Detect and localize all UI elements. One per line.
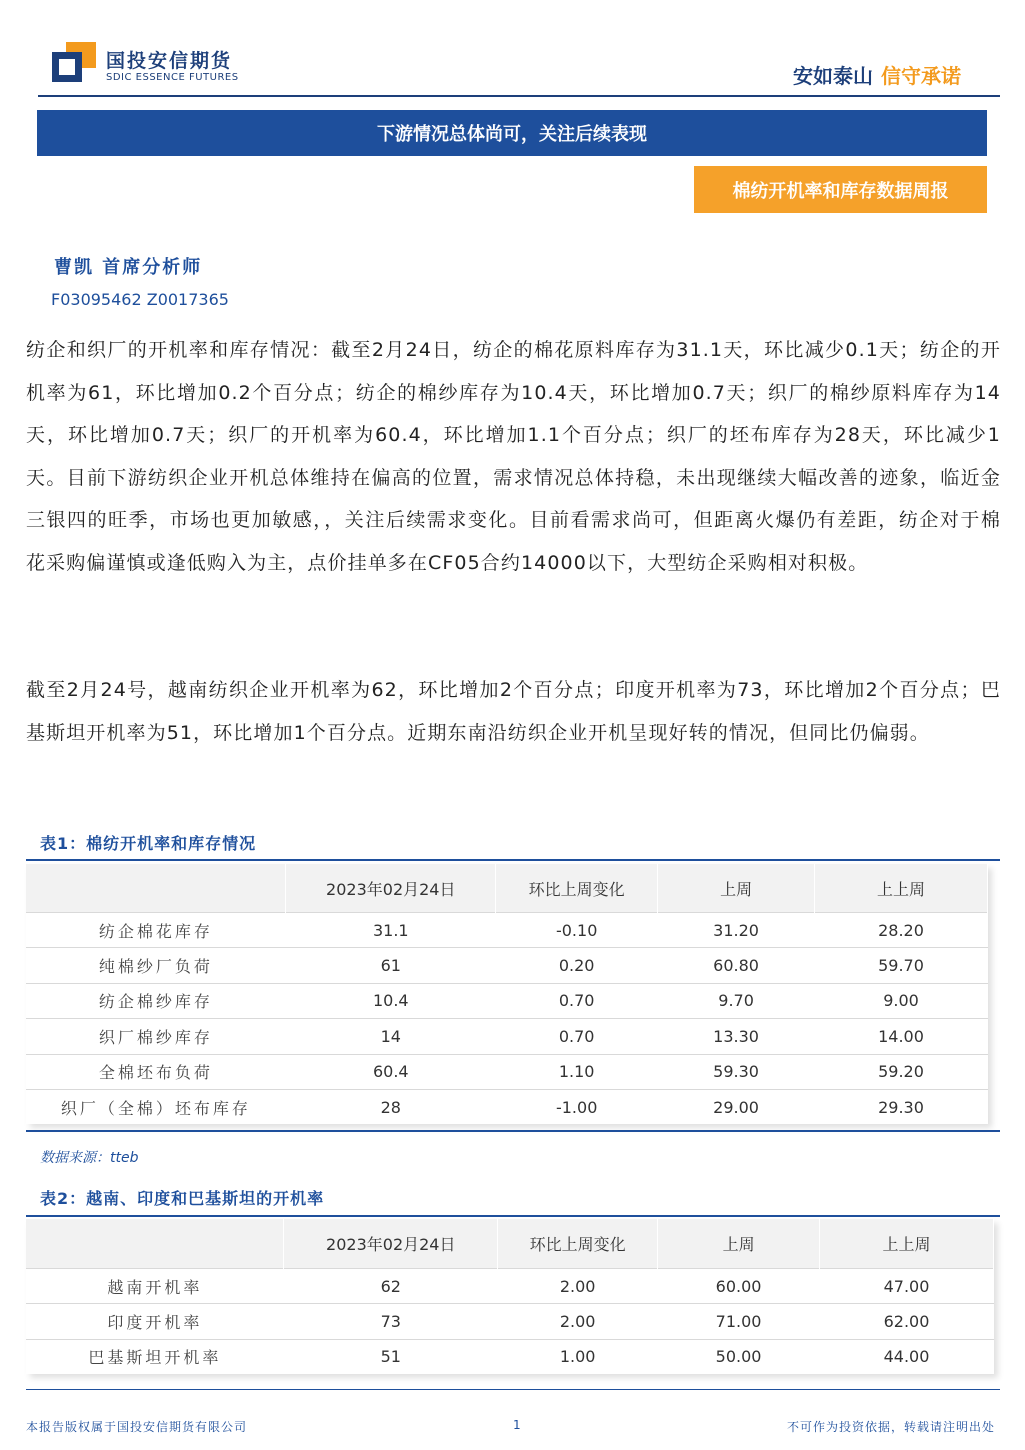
table-cell: 0.20 xyxy=(496,948,658,983)
table-cell: 28.20 xyxy=(815,913,988,948)
table-cell: 60.00 xyxy=(658,1269,820,1304)
row-label: 织厂棉纱库存 xyxy=(26,1019,286,1054)
footer-copyright: 本报告版权属于国投安信期货有限公司 xyxy=(26,1420,248,1434)
table-cell: 61 xyxy=(286,948,496,983)
table-cell: 47.00 xyxy=(820,1269,994,1304)
table2-title: 表2：越南、印度和巴基斯坦的开机率 xyxy=(40,1189,325,1208)
table-cell: 60.4 xyxy=(286,1054,496,1089)
header-cell: 环比上周变化 xyxy=(498,1219,658,1269)
table-cell: -1.00 xyxy=(496,1089,658,1124)
table-cell: 31.20 xyxy=(658,913,815,948)
header-divider xyxy=(38,95,1000,97)
body-paragraph-2: 截至2月24号，越南纺织企业开机率为62，环比增加2个百分点；印度开机率为73，环比增加2个百分点；巴基斯坦开机率为51，环比增加1个百分点。近期东南沿纺织企业开机呈现好转的情况，但同比仍偏弱。 xyxy=(26,679,1001,744)
slogan-part-b: 信守承诺 xyxy=(881,64,961,88)
header-cell xyxy=(26,1219,284,1269)
data-source: 数据来源：tteb xyxy=(40,1150,139,1166)
table2 xyxy=(26,1219,994,1374)
page-number: 1 xyxy=(513,1418,521,1432)
table-header-row xyxy=(26,864,988,913)
table2-top-rule xyxy=(26,1215,1000,1217)
table-cell: 44.00 xyxy=(820,1339,994,1374)
table-cell: 71.00 xyxy=(658,1304,820,1339)
table-cell: 1.00 xyxy=(498,1339,658,1374)
row-label: 纺企棉纱库存 xyxy=(26,983,286,1018)
table1-title: 表1：棉纺开机率和库存情况 xyxy=(40,834,257,853)
table-row xyxy=(26,1089,988,1124)
table-cell: 2.00 xyxy=(498,1269,658,1304)
table-cell: 50.00 xyxy=(658,1339,820,1374)
table-cell: 62.00 xyxy=(820,1304,994,1339)
table-row xyxy=(26,1339,994,1374)
row-label: 全棉坯布负荷 xyxy=(26,1054,286,1089)
header-cell: 上周 xyxy=(658,1219,820,1269)
table1-top-rule xyxy=(26,859,1000,861)
slogan xyxy=(793,60,961,89)
table-cell: -0.10 xyxy=(496,913,658,948)
row-label: 越南开机率 xyxy=(26,1269,284,1304)
body-paragraph-1: 纺企和织厂的开机率和库存情况：截至2月24日，纺企的棉花原料库存为31.1天，环比减少0.1天；纺企的开机率为61，环比增加0.2个百分点；纺企的棉纱库存为10.4天，环比增加0.7天；织厂的棉纱原料库存为14天，环比增加0.7天；织厂的开机率为60.4，环比增加1.1个百分点；织厂的坯布库存为28天，环比减少1天。目前下游纺织企业开机总体维持在偏高的位置，需求情况总体持稳，未出现继续大幅改善的迹象，临近金三银四的旺季，市场也更加敏感，，关注后续需求变化。目前看需求尚可，但距离火爆仍有差距，纺企对于棉花采购偏谨慎或逢低购入为主，点价挂单多在CF05合约14000以下，大型纺企采购相对积极。 xyxy=(26,339,1001,574)
table-cell: 0.70 xyxy=(496,983,658,1018)
slogan-part-a: 安如泰山 xyxy=(793,64,873,88)
row-label: 纯棉纱厂负荷 xyxy=(26,948,286,983)
table-cell: 13.30 xyxy=(658,1019,815,1054)
table1-bottom-rule xyxy=(26,1130,1000,1132)
table-cell: 2.00 xyxy=(498,1304,658,1339)
table-cell: 28 xyxy=(286,1089,496,1124)
row-label: 巴基斯坦开机率 xyxy=(26,1339,284,1374)
certificate-numbers: F03095462 Z0017365 xyxy=(51,290,229,309)
table-cell: 51 xyxy=(284,1339,498,1374)
table-cell: 14 xyxy=(286,1019,496,1054)
header-cell: 环比上周变化 xyxy=(496,864,658,913)
table-row xyxy=(26,1054,988,1089)
table-cell: 59.30 xyxy=(658,1054,815,1089)
author: 曹凯 首席分析师 xyxy=(54,257,203,278)
table-row xyxy=(26,1269,994,1304)
company-name-en: SDIC ESSENCE FUTURES xyxy=(106,72,239,83)
table-cell: 31.1 xyxy=(286,913,496,948)
table1 xyxy=(26,864,988,1124)
table-cell: 9.00 xyxy=(815,983,988,1018)
table-row xyxy=(26,1304,994,1339)
company-name-cn: 国投安信期货 xyxy=(106,50,233,72)
table-cell: 59.20 xyxy=(815,1054,988,1089)
header-cell: 上上周 xyxy=(820,1219,994,1269)
table-row xyxy=(26,913,988,948)
header-cell: 上周 xyxy=(658,864,815,913)
row-label: 纺企棉花库存 xyxy=(26,913,286,948)
header-cell: 2023年02月24日 xyxy=(286,864,496,913)
table-cell: 62 xyxy=(284,1269,498,1304)
table-cell: 14.00 xyxy=(815,1019,988,1054)
table-header-row xyxy=(26,1219,994,1269)
table-cell: 10.4 xyxy=(286,983,496,1018)
row-label: 印度开机率 xyxy=(26,1304,284,1339)
table-cell: 60.80 xyxy=(658,948,815,983)
row-label: 织厂（全棉）坯布库存 xyxy=(26,1089,286,1124)
header-cell: 上上周 xyxy=(815,864,988,913)
table-row xyxy=(26,1019,988,1054)
table-cell: 1.10 xyxy=(496,1054,658,1089)
header-cell: 2023年02月24日 xyxy=(284,1219,498,1269)
report-type-badge: 棉纺开机率和库存数据周报 xyxy=(694,166,987,213)
table-cell: 59.70 xyxy=(815,948,988,983)
table-row xyxy=(26,948,988,983)
table-cell: 29.30 xyxy=(815,1089,988,1124)
table-row xyxy=(26,983,988,1018)
table-cell: 9.70 xyxy=(658,983,815,1018)
table-cell: 0.70 xyxy=(496,1019,658,1054)
footer-divider xyxy=(26,1389,1000,1390)
company-logo-icon xyxy=(52,42,96,82)
table-cell: 29.00 xyxy=(658,1089,815,1124)
footer-disclaimer: 不可作为投资依据，转载请注明出处 xyxy=(786,1420,995,1434)
table-cell: 73 xyxy=(284,1304,498,1339)
header-cell xyxy=(26,864,286,913)
report-title: 下游情况总体尚可，关注后续表现 xyxy=(37,110,987,156)
